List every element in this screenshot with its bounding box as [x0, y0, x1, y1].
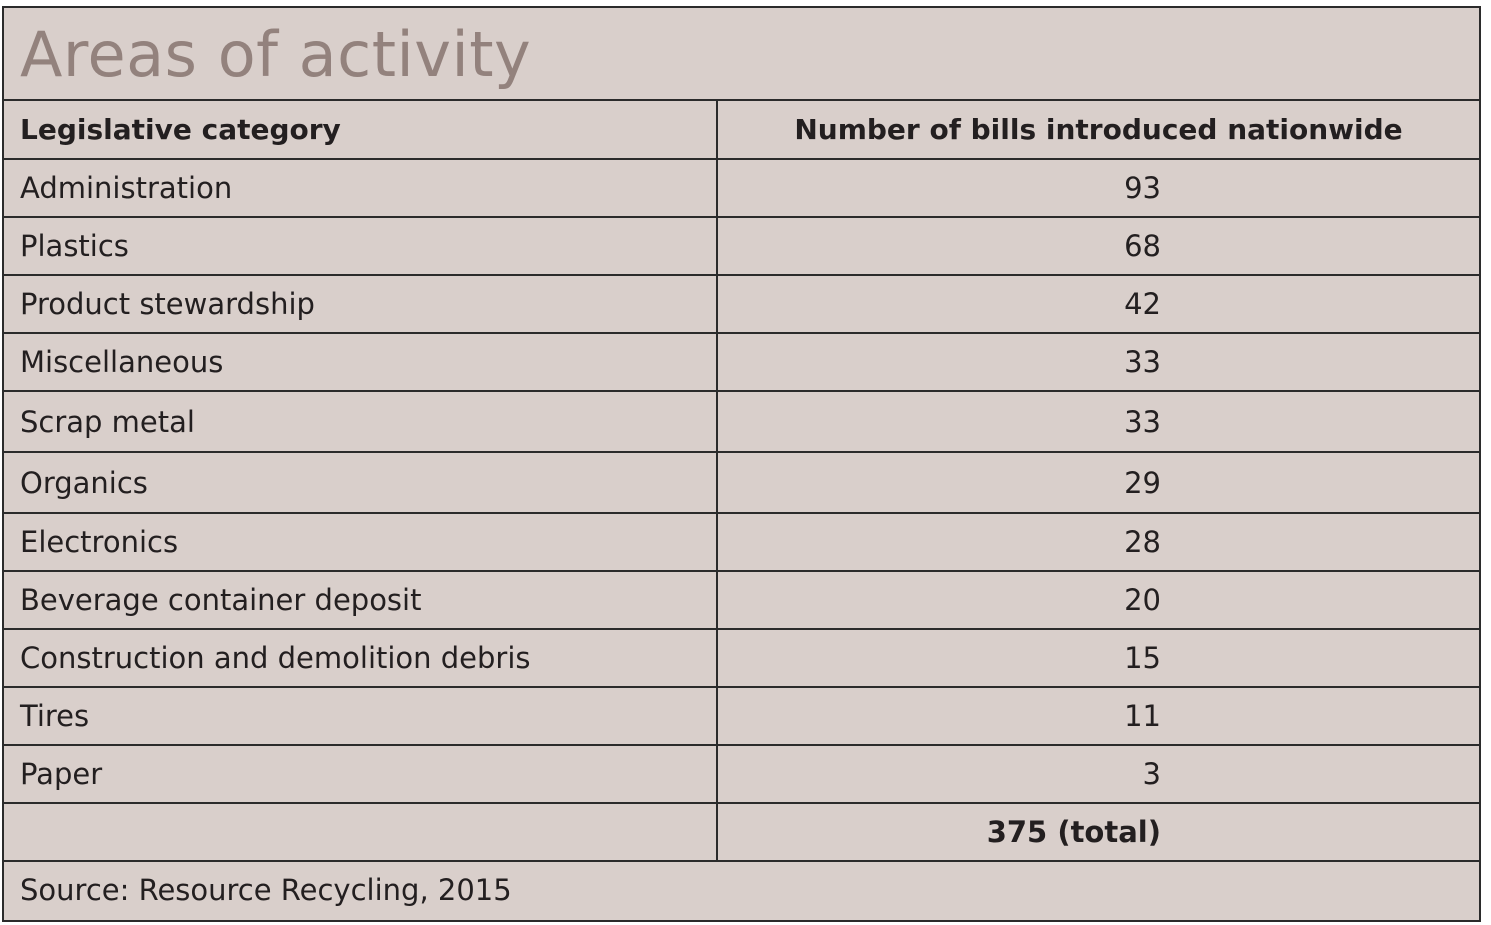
category-label: Tires — [4, 687, 717, 745]
total-row — [4, 803, 1479, 861]
bill-count-value: 33 — [717, 391, 1479, 452]
category-label: Miscellaneous — [4, 333, 717, 391]
bill-count-value: 11 — [717, 687, 1479, 745]
table-row — [4, 333, 1479, 391]
source-row — [4, 861, 1479, 918]
bill-count-value: 29 — [717, 452, 1479, 513]
table-panel — [2, 6, 1481, 922]
category-label: Paper — [4, 745, 717, 803]
category-label: Product stewardship — [4, 275, 717, 333]
bill-count-value: 28 — [717, 513, 1479, 571]
bill-count-value: 20 — [717, 571, 1479, 629]
category-label: Construction and demolition debris — [4, 629, 717, 687]
category-label: Electronics — [4, 513, 717, 571]
category-label: Scrap metal — [4, 391, 717, 452]
bill-count-value: 42 — [717, 275, 1479, 333]
total-value: 375 (total) — [717, 803, 1479, 861]
table-row — [4, 513, 1479, 571]
source-note: Source: Resource Recycling, 2015 — [20, 873, 512, 907]
header-row — [4, 101, 1479, 159]
table-row — [4, 687, 1479, 745]
table-row — [4, 391, 1479, 452]
category-label: Beverage container deposit — [4, 571, 717, 629]
table-row — [4, 452, 1479, 513]
table-row — [4, 159, 1479, 217]
column-header-bills: Number of bills introduced nationwide — [717, 101, 1479, 159]
data-table — [4, 101, 1479, 918]
category-label: Administration — [4, 159, 717, 217]
bill-count-value: 15 — [717, 629, 1479, 687]
column-header-category: Legislative category — [4, 101, 717, 159]
bill-count-value: 3 — [717, 745, 1479, 803]
total-row-empty-cell — [4, 803, 717, 861]
category-label: Plastics — [4, 217, 717, 275]
bill-count-value: 93 — [717, 159, 1479, 217]
table-row — [4, 217, 1479, 275]
table-row — [4, 745, 1479, 803]
table-body — [4, 159, 1479, 918]
category-label: Organics — [4, 452, 717, 513]
bill-count-value: 33 — [717, 333, 1479, 391]
table-title: Areas of activity — [4, 8, 1479, 101]
bill-count-value: 68 — [717, 217, 1479, 275]
table-row — [4, 571, 1479, 629]
table-row — [4, 629, 1479, 687]
table-row — [4, 275, 1479, 333]
